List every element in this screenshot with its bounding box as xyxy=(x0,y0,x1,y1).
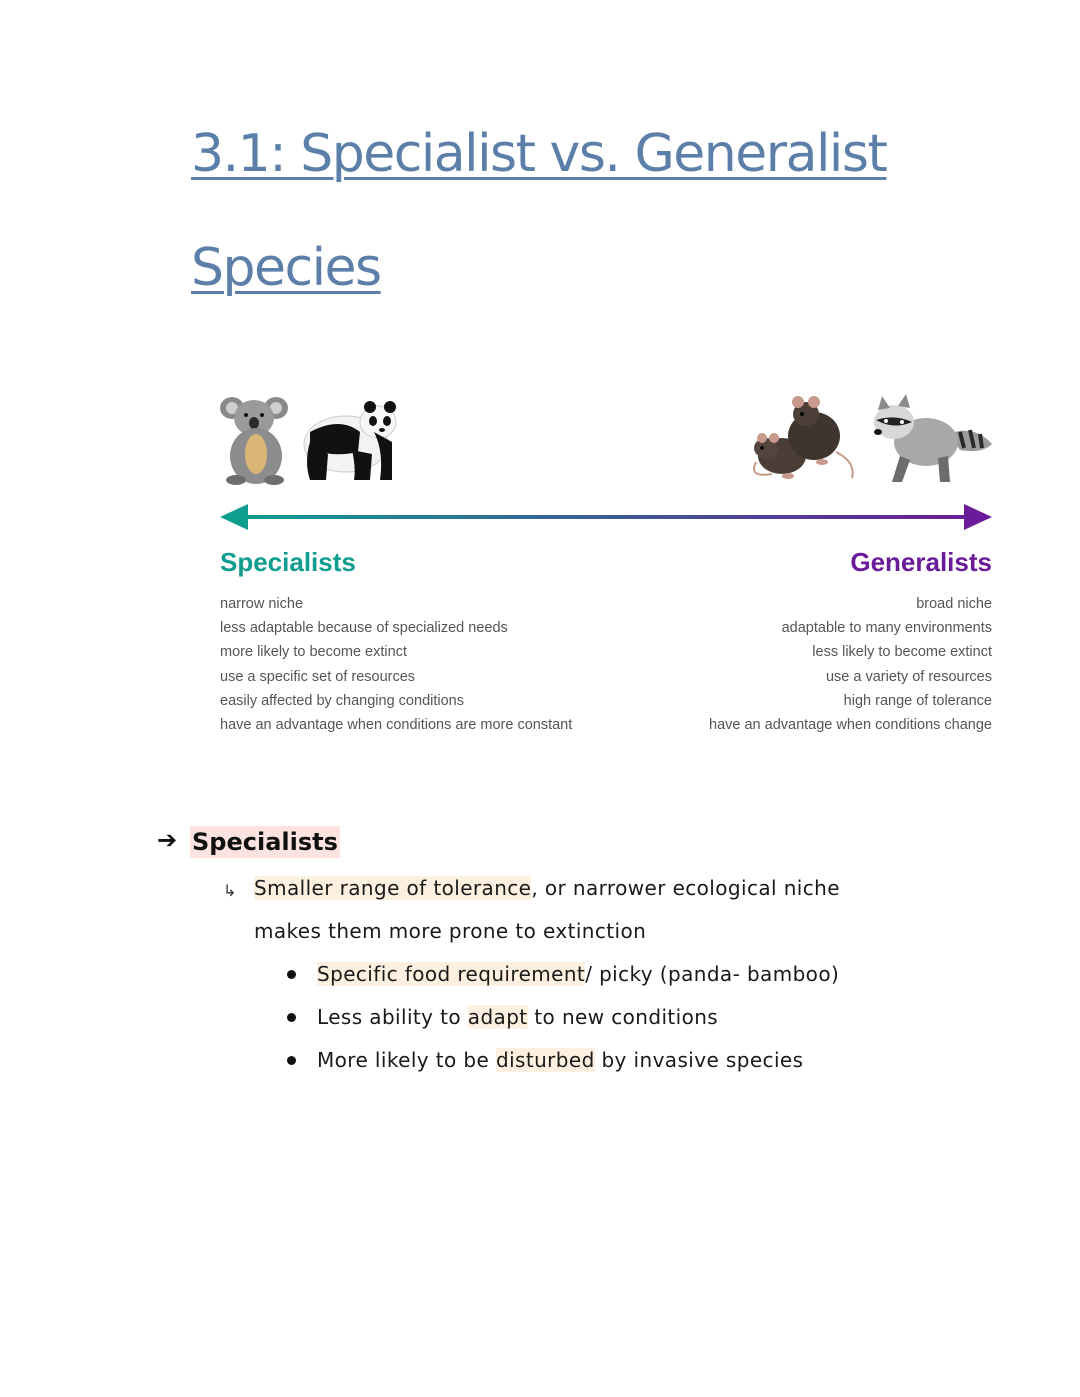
bullet-text: / picky (panda- bamboo) xyxy=(585,962,840,986)
koala-image xyxy=(218,390,294,486)
bullet-icon xyxy=(287,1013,296,1022)
bullet-item xyxy=(317,1046,803,1074)
specialist-trait: have an advantage when conditions are more constant xyxy=(220,716,573,733)
bullet-item xyxy=(317,960,839,988)
specialist-generalist-figure xyxy=(218,384,994,744)
bullet-item xyxy=(317,1003,718,1031)
note-line xyxy=(254,874,840,902)
bullet-text: More likely to be xyxy=(317,1048,496,1072)
note-text: , or narrower ecological niche xyxy=(531,876,840,900)
generalist-traits-list xyxy=(709,592,992,737)
highlighted-text: adapt xyxy=(467,1005,528,1029)
generalist-trait: broad niche xyxy=(916,596,992,612)
specialist-trait: more likely to become extinct xyxy=(220,644,407,661)
bullet-text: to new conditions xyxy=(527,1005,719,1029)
specialist-generalist-axis-arrow xyxy=(218,502,994,532)
generalist-trait: adaptable to many environments xyxy=(781,620,992,637)
note-line: makes them more prone to extinction xyxy=(254,919,647,943)
bullet-icon xyxy=(287,1056,296,1065)
specialist-trait: narrow niche xyxy=(220,596,304,612)
right-arrow-icon: ➔ xyxy=(157,826,178,854)
page-title-continued: Species xyxy=(191,238,381,298)
generalist-trait: use a variety of resources xyxy=(825,668,992,685)
panda-image xyxy=(300,392,400,484)
generalist-trait: high range of tolerance xyxy=(843,692,992,709)
highlighted-text: Smaller range of tolerance xyxy=(254,876,532,900)
generalists-heading: Generalists xyxy=(850,547,992,577)
rats-image xyxy=(752,392,856,484)
specialist-trait: use a specific set of resources xyxy=(220,668,416,685)
bullet-text: Less ability to xyxy=(317,1005,468,1029)
raccoon-image xyxy=(864,390,994,486)
specialist-trait: easily affected by changing conditions xyxy=(220,692,464,709)
sub-arrow-icon: ↳ xyxy=(223,881,237,900)
bullet-icon xyxy=(287,970,296,979)
highlighted-text: disturbed xyxy=(495,1048,595,1072)
specialist-trait: less adaptable because of specialized needs xyxy=(220,620,508,637)
bullet-text: by invasive species xyxy=(594,1048,804,1072)
generalist-trait: have an advantage when conditions change xyxy=(709,716,992,733)
specialists-heading: Specialists xyxy=(220,547,356,577)
page-title: 3.1: Specialist vs. Generalist xyxy=(191,124,887,184)
section-heading-specialists: Specialists xyxy=(192,828,338,856)
generalist-trait: less likely to become extinct xyxy=(812,644,992,661)
highlighted-text: Specific food requirement xyxy=(317,962,586,986)
specialist-traits-list xyxy=(220,592,572,737)
